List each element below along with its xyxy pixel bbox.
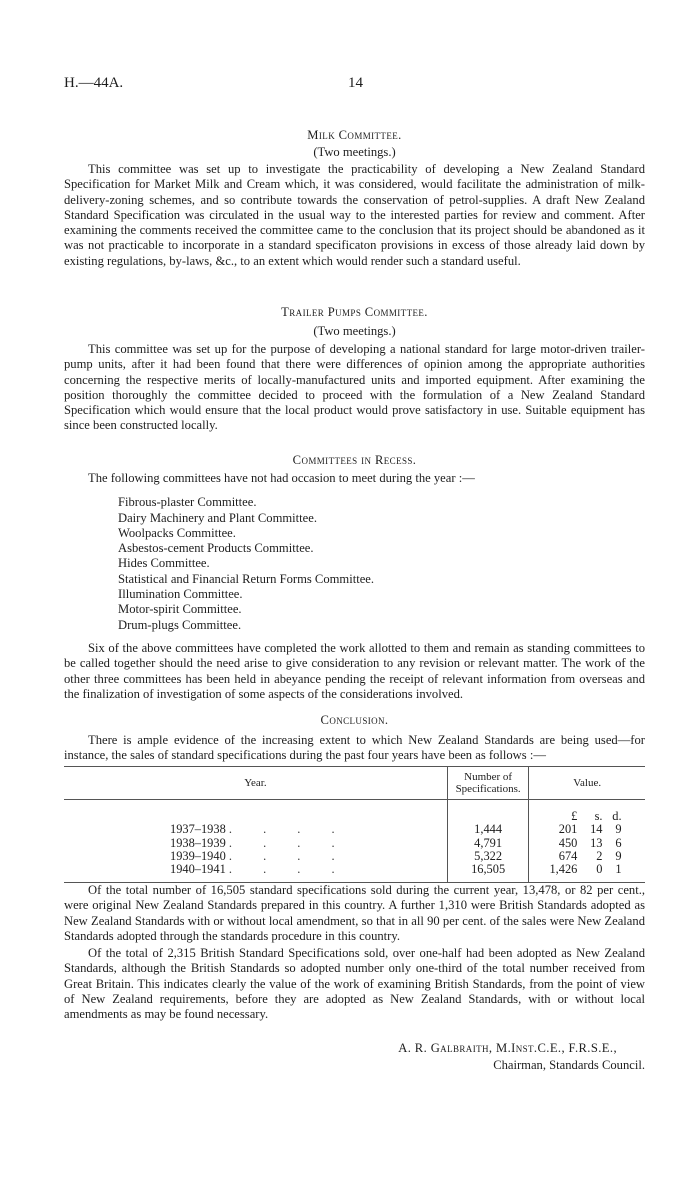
- milk-committee-meetings: (Two meetings.): [313, 145, 396, 159]
- recess-paragraph: Six of the above committees have completed the work allotted to them and remain as standing committees to be called together should the need arise to give consideration to any revision or relevant matter. The work of the other three committees has been held in abeyance pending the receipt of relevant information from overseas and the finalization of investigation of some aspects of the considerations involved.: [64, 640, 645, 701]
- recess-intro: The following committees have not had occasion to meet during the year :—: [88, 471, 475, 485]
- list-item: Motor-spirit Committee.: [118, 602, 242, 617]
- year-column-header: Year.: [64, 767, 447, 800]
- trailer-pumps-paragraph: This committee was set up for the purpose of developing a national standard for large motor-driven trailer-pump units, after it had been found that there were differences of opinion among the appropriate authorities concerning the respective merits of locally-manufactured units and imported equipment. After examining the position thoroughly the committee decided to proceed with the formulation of a New Zealand Standard Specification which would ensure that the local product would prove satisfactory in use. Suitable equipment has since been constructed locally.: [64, 342, 645, 433]
- document-reference: H.—44A.: [64, 75, 124, 91]
- list-item: Statistical and Financial Return Forms Committee.: [118, 571, 375, 586]
- pounds-unit: £: [571, 809, 578, 823]
- trailer-pumps-heading: Trailer Pumps Committee.: [281, 305, 428, 319]
- list-item: Fibrous-plaster Committee.: [118, 495, 257, 510]
- trailer-pumps-meetings: (Two meetings.): [313, 324, 396, 338]
- signatory-title: Chairman, Standards Council.: [493, 1058, 645, 1073]
- pounds-cell: 450: [558, 835, 578, 850]
- number-cell: 1,444: [447, 823, 529, 836]
- table-header-row: [64, 767, 645, 800]
- pence-cell: 1: [615, 862, 622, 877]
- pence-cell: 6: [615, 835, 622, 850]
- number-column-header: Number of Specifications.: [447, 767, 529, 800]
- shillings-cell: 0: [596, 862, 603, 877]
- list-item: Drum-plugs Committee.: [118, 617, 242, 632]
- leader-dots: . . . .: [228, 835, 349, 850]
- shillings-cell: 14: [590, 822, 603, 837]
- number-cell: 5,322: [447, 850, 529, 863]
- pence-cell: 9: [615, 848, 622, 863]
- conclusion-paragraphs: [64, 883, 645, 1023]
- shillings-cell: 13: [590, 835, 603, 850]
- table-row: [64, 837, 645, 850]
- list-item: Illumination Committee.: [118, 587, 243, 602]
- list-item: Hides Committee.: [118, 556, 210, 571]
- number-cell: 4,791: [447, 837, 529, 850]
- pence-cell: 9: [615, 822, 622, 837]
- page-header: [64, 76, 644, 96]
- pounds-cell: 674: [558, 848, 578, 863]
- leader-dots: . . . .: [228, 822, 349, 837]
- year-cell: 1939–1940: [170, 848, 226, 863]
- sales-table: [64, 766, 645, 883]
- page-number: 14: [348, 75, 363, 91]
- leader-dots: . . . .: [228, 848, 349, 863]
- table-row: [64, 850, 645, 863]
- list-item: Asbestos-cement Products Committee.: [118, 541, 314, 556]
- pounds-cell: 1,426: [549, 862, 578, 877]
- conclusion-paragraph-1: Of the total number of 16,505 standard specifications sold during the current year, 13,478, or 82 per cent., were original New Zealand Standards prepared in this country. A further 1,310 were British Standards adopted as New Zealand Standards with or without local amendment, so that in all 90 per cent. of the sales were New Zealand Standards adopted through the standards procedure in this country.: [64, 883, 645, 943]
- recess-heading: Committees in Recess.: [292, 453, 417, 467]
- pounds-cell: 201: [558, 822, 578, 837]
- table-units-row: [64, 800, 645, 824]
- milk-committee-paragraph: This committee was set up to investigate the practicability of developing a New Zealand Standard Specification for Market Milk and Cream which, it was considered, would facilitate the administration of milk-delivery-zoning schemes, and so contribute towards the conservation of petrol-supplies. A draft New Zealand Standard Specification was circulated in the usual way to the interested parties for review and comment. After examining the comments received the committee came to the conclusion that its project should be abandoned as it was not practicable to incorporate in a standard specificaton provisions in excess of those already laid down by existing regulations, by-laws, &c., to an extent which would render such a standard useful.: [64, 162, 645, 268]
- trailer-pumps-section: [64, 305, 645, 434]
- milk-committee-section: [64, 128, 645, 269]
- recess-committee-list: [64, 495, 645, 633]
- milk-committee-heading: Milk Committee.: [307, 128, 402, 142]
- conclusion-paragraph-2: Of the total of 2,315 British Standard Specifications sold, over one-half had been adopted as New Zealand Standards, although the British Standards so adopted number only one-third of the total number received from Great Britain. This indicates clearly the value of the work of examining British Standards, from the point of view of New Zealand requirements, before they are adopted as New Zealand Standards, with or without local amendments as may be found necessary.: [64, 946, 645, 1022]
- year-cell: 1937–1938: [170, 822, 226, 837]
- value-column-header: Value.: [529, 767, 645, 800]
- conclusion-section: [64, 713, 645, 764]
- pence-unit: d.: [612, 809, 622, 823]
- signature-block: [64, 1041, 645, 1074]
- number-cell: 16,505: [447, 863, 529, 883]
- conclusion-intro: There is ample evidence of the increasing extent to which New Zealand Standards are being used—for instance, the sales of standard specifications during the past four years have been as follows :—: [64, 733, 645, 763]
- list-item: Woolpacks Committee.: [118, 525, 236, 540]
- conclusion-heading: Conclusion.: [320, 713, 389, 727]
- list-item: Dairy Machinery and Plant Committee.: [118, 510, 318, 525]
- shillings-cell: 2: [596, 848, 603, 863]
- signatory-name: A. R. Galbraith, M.Inst.C.E., F.R.S.E.,: [398, 1041, 617, 1055]
- shillings-unit: s.: [594, 809, 603, 823]
- leader-dots: . . . .: [228, 862, 349, 877]
- table-row: [64, 863, 645, 883]
- year-cell: 1940–1941: [170, 862, 226, 877]
- table-row: [64, 823, 645, 836]
- year-cell: 1938–1939: [170, 835, 226, 850]
- recess-section: [64, 453, 645, 702]
